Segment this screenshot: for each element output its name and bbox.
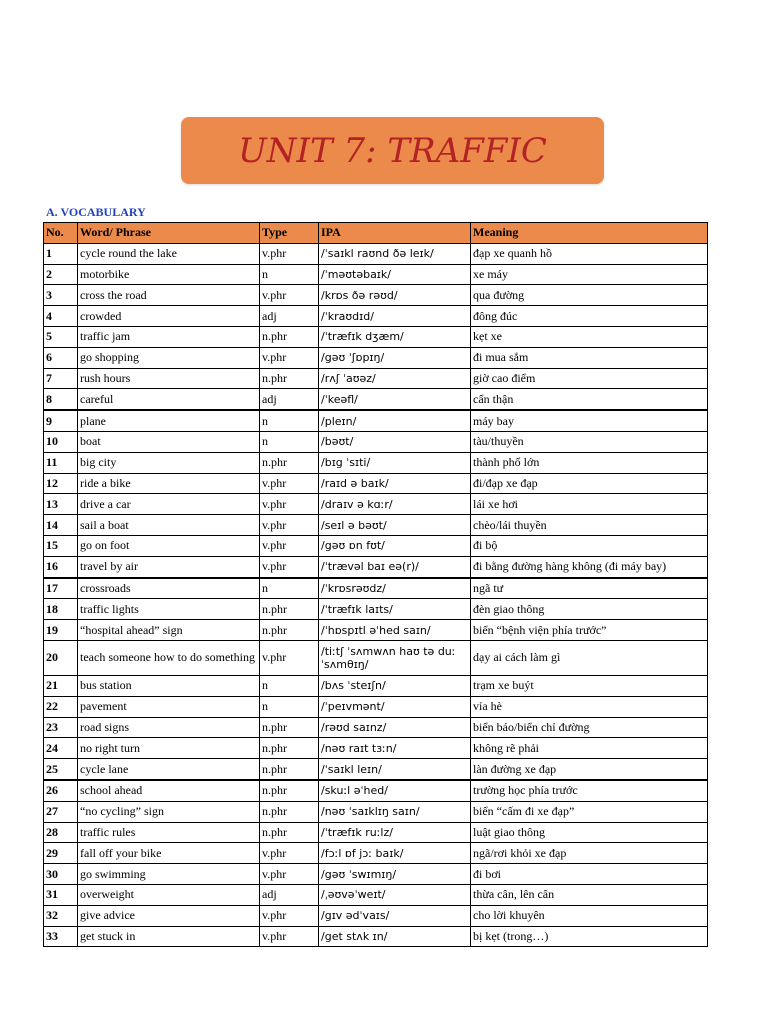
cell-no: 28	[44, 822, 78, 843]
cell-type: n.phr	[260, 599, 319, 620]
cell-meaning: đi bộ	[471, 535, 708, 556]
cell-word: boat	[78, 431, 260, 452]
cell-no: 19	[44, 620, 78, 641]
cell-meaning: thừa cân, lên cân	[471, 884, 708, 905]
cell-no: 17	[44, 578, 78, 599]
cell-word: get stuck in	[78, 926, 260, 947]
cell-meaning: cho lời khuyên	[471, 905, 708, 926]
cell-ipa: /get stʌk ɪn/	[319, 926, 471, 947]
cell-word: teach someone how to do something	[78, 640, 260, 675]
table-row	[44, 431, 708, 452]
cell-meaning: kẹt xe	[471, 326, 708, 347]
column-header-meaning: Meaning	[471, 223, 708, 244]
table-row	[44, 473, 708, 494]
cell-no: 24	[44, 738, 78, 759]
cell-meaning: đi mua sắm	[471, 347, 708, 368]
cell-no: 7	[44, 368, 78, 389]
table-row	[44, 368, 708, 389]
cell-no: 25	[44, 759, 78, 780]
table-row	[44, 640, 708, 675]
table-row	[44, 884, 708, 905]
table-row	[44, 843, 708, 864]
table-row	[44, 717, 708, 738]
cell-meaning: giờ cao điểm	[471, 368, 708, 389]
cell-ipa: /draɪv ə kɑːr/	[319, 494, 471, 515]
cell-no: 1	[44, 243, 78, 264]
cell-ipa: /ˈkrɒsrəʊdz/	[319, 578, 471, 599]
cell-ipa: /ˈsaɪkl raʊnd ðə leɪk/	[319, 243, 471, 264]
cell-type: adj	[260, 306, 319, 327]
cell-word: school ahead	[78, 780, 260, 801]
cell-no: 29	[44, 843, 78, 864]
cell-word: traffic lights	[78, 599, 260, 620]
cell-no: 3	[44, 285, 78, 306]
table-row	[44, 801, 708, 822]
table-row	[44, 864, 708, 885]
cell-word: motorbike	[78, 264, 260, 285]
cell-no: 31	[44, 884, 78, 905]
cell-meaning: ngã/rơi khỏi xe đạp	[471, 843, 708, 864]
cell-ipa: /bɪg ˈsɪti/	[319, 452, 471, 473]
cell-word: go on foot	[78, 535, 260, 556]
vocabulary-table	[43, 222, 708, 947]
cell-no: 8	[44, 389, 78, 410]
cell-word: pavement	[78, 696, 260, 717]
table-row	[44, 556, 708, 577]
cell-ipa: /skuːl əˈhed/	[319, 780, 471, 801]
cell-meaning: qua đường	[471, 285, 708, 306]
cell-meaning: biển “bệnh viện phía trước”	[471, 620, 708, 641]
cell-ipa: /ˈtræfɪk ruːlz/	[319, 822, 471, 843]
table-row	[44, 347, 708, 368]
cell-meaning: thành phố lớn	[471, 452, 708, 473]
cell-type: n.phr	[260, 759, 319, 780]
table-row	[44, 822, 708, 843]
cell-word: go shopping	[78, 347, 260, 368]
cell-no: 6	[44, 347, 78, 368]
cell-no: 32	[44, 905, 78, 926]
cell-word: fall off your bike	[78, 843, 260, 864]
cell-meaning: trường học phía trước	[471, 780, 708, 801]
cell-type: n	[260, 675, 319, 696]
section-heading: A. VOCABULARY	[46, 205, 146, 219]
table-row	[44, 243, 708, 264]
cell-no: 33	[44, 926, 78, 947]
cell-meaning: bị kẹt (trong…)	[471, 926, 708, 947]
table-row	[44, 620, 708, 641]
cell-word: plane	[78, 410, 260, 431]
table-row	[44, 410, 708, 431]
cell-word: drive a car	[78, 494, 260, 515]
table-row	[44, 738, 708, 759]
cell-meaning: đạp xe quanh hồ	[471, 243, 708, 264]
cell-type: v.phr	[260, 243, 319, 264]
table-row	[44, 675, 708, 696]
page-title: UNIT 7: TRAFFIC	[238, 130, 547, 171]
cell-meaning: đông đúc	[471, 306, 708, 327]
table-row	[44, 926, 708, 947]
cell-ipa: /rəʊd saɪnz/	[319, 717, 471, 738]
cell-ipa: /ˈpeɪvmənt/	[319, 696, 471, 717]
cell-ipa: /ˌəʊvəˈweɪt/	[319, 884, 471, 905]
cell-ipa: /nəʊ ˈsaɪklɪŋ saɪn/	[319, 801, 471, 822]
table-header-row	[44, 223, 708, 244]
cell-no: 27	[44, 801, 78, 822]
cell-no: 22	[44, 696, 78, 717]
cell-type: v.phr	[260, 494, 319, 515]
cell-word: “no cycling” sign	[78, 801, 260, 822]
cell-meaning: biển báo/biển chỉ đường	[471, 717, 708, 738]
table-row	[44, 285, 708, 306]
cell-no: 15	[44, 535, 78, 556]
cell-no: 21	[44, 675, 78, 696]
cell-meaning: luật giao thông	[471, 822, 708, 843]
cell-type: v.phr	[260, 640, 319, 675]
table-row	[44, 535, 708, 556]
cell-no: 12	[44, 473, 78, 494]
cell-type: n	[260, 696, 319, 717]
table-row	[44, 780, 708, 801]
cell-ipa: /ˈkraʊdɪd/	[319, 306, 471, 327]
cell-no: 20	[44, 640, 78, 675]
cell-ipa: /ˈməʊtəbaɪk/	[319, 264, 471, 285]
cell-word: crowded	[78, 306, 260, 327]
cell-type: n.phr	[260, 780, 319, 801]
cell-type: v.phr	[260, 926, 319, 947]
cell-word: rush hours	[78, 368, 260, 389]
cell-type: v.phr	[260, 556, 319, 577]
cell-meaning: đi/đạp xe đạp	[471, 473, 708, 494]
cell-meaning: tàu/thuyền	[471, 431, 708, 452]
column-header-type: Type	[260, 223, 319, 244]
cell-word: cycle round the lake	[78, 243, 260, 264]
cell-meaning: đèn giao thông	[471, 599, 708, 620]
cell-ipa: /gəʊ ˈswɪmɪŋ/	[319, 864, 471, 885]
cell-word: traffic rules	[78, 822, 260, 843]
cell-no: 16	[44, 556, 78, 577]
cell-type: n	[260, 578, 319, 599]
cell-word: careful	[78, 389, 260, 410]
cell-no: 4	[44, 306, 78, 327]
cell-type: n.phr	[260, 801, 319, 822]
column-header-no: No.	[44, 223, 78, 244]
cell-type: n.phr	[260, 822, 319, 843]
table-row	[44, 696, 708, 717]
cell-ipa: /ˈkeəfl/	[319, 389, 471, 410]
cell-type: v.phr	[260, 473, 319, 494]
cell-no: 9	[44, 410, 78, 431]
cell-ipa: /ˈtrævəl baɪ eə(r)/	[319, 556, 471, 577]
cell-ipa: /ˈhɒspɪtl əˈhed saɪn/	[319, 620, 471, 641]
cell-word: no right turn	[78, 738, 260, 759]
cell-meaning: chèo/lái thuyền	[471, 515, 708, 536]
cell-type: v.phr	[260, 905, 319, 926]
cell-meaning: lái xe hơi	[471, 494, 708, 515]
cell-word: give advice	[78, 905, 260, 926]
cell-type: n.phr	[260, 368, 319, 389]
cell-no: 13	[44, 494, 78, 515]
table-row	[44, 264, 708, 285]
cell-ipa: /gəʊ ɒn fʊt/	[319, 535, 471, 556]
table-row	[44, 759, 708, 780]
cell-no: 26	[44, 780, 78, 801]
cell-word: sail a boat	[78, 515, 260, 536]
cell-word: ride a bike	[78, 473, 260, 494]
cell-type: n.phr	[260, 738, 319, 759]
title-banner	[181, 117, 604, 184]
cell-ipa: /gɪv ədˈvaɪs/	[319, 905, 471, 926]
cell-word: cross the road	[78, 285, 260, 306]
cell-word: bus station	[78, 675, 260, 696]
cell-type: v.phr	[260, 285, 319, 306]
cell-no: 11	[44, 452, 78, 473]
cell-no: 30	[44, 864, 78, 885]
table-row	[44, 326, 708, 347]
cell-ipa: /tiːtʃ ˈsʌmwʌn haʊ tə duː ˈsʌmθɪŋ/	[319, 640, 471, 675]
cell-type: n	[260, 410, 319, 431]
cell-ipa: /rʌʃ ˈaʊəz/	[319, 368, 471, 389]
cell-ipa: /bʌs ˈsteɪʃn/	[319, 675, 471, 696]
cell-type: n.phr	[260, 452, 319, 473]
cell-word: crossroads	[78, 578, 260, 599]
cell-type: n	[260, 431, 319, 452]
table-row	[44, 578, 708, 599]
cell-meaning: không rẽ phải	[471, 738, 708, 759]
cell-ipa: /pleɪn/	[319, 410, 471, 431]
table-row	[44, 599, 708, 620]
cell-no: 18	[44, 599, 78, 620]
cell-meaning: đi bơi	[471, 864, 708, 885]
table-row	[44, 452, 708, 473]
cell-meaning: máy bay	[471, 410, 708, 431]
cell-word: “hospital ahead” sign	[78, 620, 260, 641]
cell-meaning: biển “cấm đi xe đạp”	[471, 801, 708, 822]
cell-ipa: /raɪd ə baɪk/	[319, 473, 471, 494]
cell-meaning: xe máy	[471, 264, 708, 285]
cell-meaning: làn đường xe đạp	[471, 759, 708, 780]
cell-ipa: /krɒs ðə rəʊd/	[319, 285, 471, 306]
cell-type: n	[260, 264, 319, 285]
cell-word: road signs	[78, 717, 260, 738]
table-row	[44, 515, 708, 536]
table-row	[44, 905, 708, 926]
table-row	[44, 306, 708, 327]
cell-no: 5	[44, 326, 78, 347]
cell-meaning: vỉa hè	[471, 696, 708, 717]
cell-meaning: ngã tư	[471, 578, 708, 599]
cell-type: n.phr	[260, 620, 319, 641]
cell-meaning: cẩn thận	[471, 389, 708, 410]
cell-type: n.phr	[260, 717, 319, 738]
cell-ipa: /gəʊ ˈʃɒpɪŋ/	[319, 347, 471, 368]
cell-ipa: /nəʊ raɪt tɜːn/	[319, 738, 471, 759]
cell-meaning: đi bằng đường hàng không (đi máy bay)	[471, 556, 708, 577]
cell-ipa: /bəʊt/	[319, 431, 471, 452]
cell-type: v.phr	[260, 843, 319, 864]
cell-no: 23	[44, 717, 78, 738]
cell-type: v.phr	[260, 347, 319, 368]
column-header-ipa: IPA	[319, 223, 471, 244]
cell-word: travel by air	[78, 556, 260, 577]
cell-ipa: /fɔːl ɒf jɔː baɪk/	[319, 843, 471, 864]
cell-word: overweight	[78, 884, 260, 905]
table-row	[44, 494, 708, 515]
cell-type: adj	[260, 884, 319, 905]
cell-word: cycle lane	[78, 759, 260, 780]
cell-ipa: /ˈtræfɪk laɪts/	[319, 599, 471, 620]
cell-no: 10	[44, 431, 78, 452]
cell-word: go swimming	[78, 864, 260, 885]
cell-type: v.phr	[260, 535, 319, 556]
cell-ipa: /seɪl ə bəʊt/	[319, 515, 471, 536]
cell-word: traffic jam	[78, 326, 260, 347]
cell-ipa: /ˈtræfɪk dʒæm/	[319, 326, 471, 347]
column-header-word: Word/ Phrase	[78, 223, 260, 244]
cell-type: adj	[260, 389, 319, 410]
cell-meaning: dạy ai cách làm gì	[471, 640, 708, 675]
cell-word: big city	[78, 452, 260, 473]
cell-type: v.phr	[260, 864, 319, 885]
cell-ipa: /ˈsaɪkl leɪn/	[319, 759, 471, 780]
table-body	[44, 243, 708, 947]
cell-meaning: trạm xe buýt	[471, 675, 708, 696]
cell-no: 14	[44, 515, 78, 536]
cell-type: n.phr	[260, 326, 319, 347]
table-row	[44, 389, 708, 410]
cell-no: 2	[44, 264, 78, 285]
cell-type: v.phr	[260, 515, 319, 536]
